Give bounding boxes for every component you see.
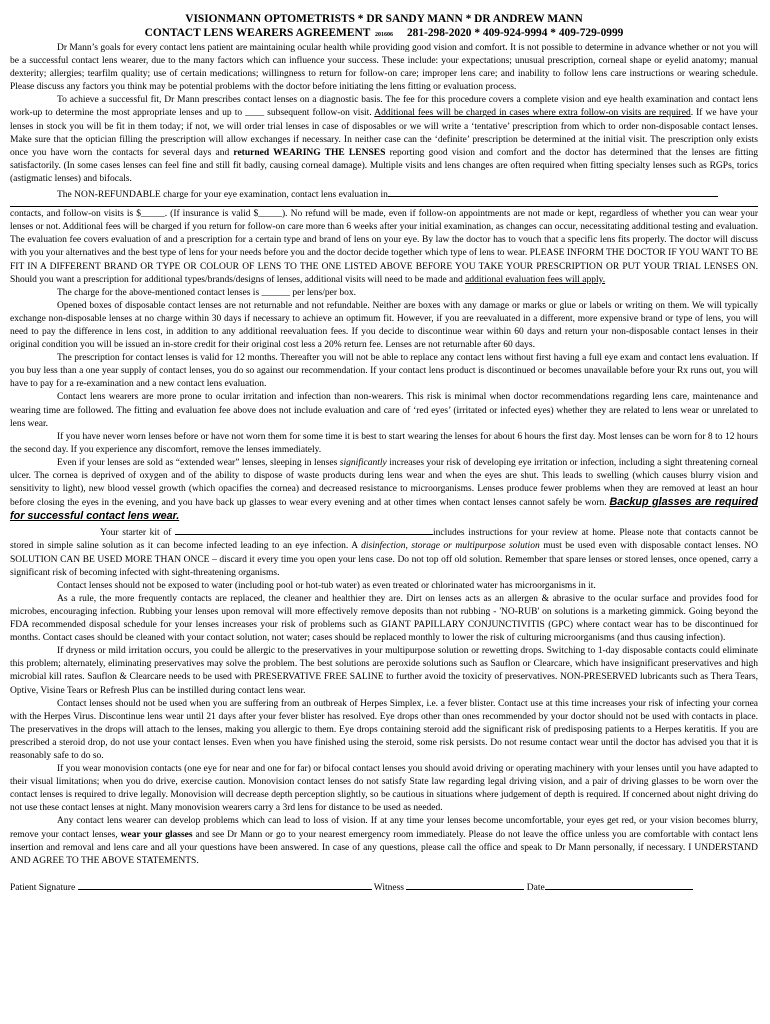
practice-title: VISIONMANN OPTOMETRISTS * DR SANDY MANN * DR ANDREW MANN: [185, 13, 583, 25]
para-starter-kit: Your starter kit of includes instructions for your review at home. Please note that contacts cannot be stored in simple saline solution as it can become infected leading to an eye infection. A disinfection, storage or multipurpose solution must be used even with disposable contact lenses. NO SOLUTION CAN BE USED MORE THAN ONCE – discard it every time you open your lens case. Do not top off old solution. Remember that spare lenses or stored lenses, once opened, carry a significant risk of becoming infected with sight-threatening organisms.: [10, 524, 758, 579]
witness-field[interactable]: [406, 879, 524, 890]
agreement-title: CONTACT LENS WEARERS AGREEMENT: [144, 27, 371, 39]
para-lens-charge: The charge for the above-mentioned contact lenses is ______ per lens/per box.: [57, 287, 356, 298]
para-monovision: If you wear monovision contacts (one eye for near and one for far) or bifocal contact lenses you should avoid driving or operating machinery with your lenses until you have adapted to their visual limitations; when you do drive, exercise caution. Monovision contact lenses do not satisfy State law regarding legal driving vision, and a pair of driving glasses to be worn over the contact lenses is required to drive legally. Monovision will decrease depth perception slightly, so be cautious in situations where judgement of depth is required. If concerned about night driving do not use these contact lenses at night. Many monovision wearers carry a 3rd lens for distance to be used as needed.: [10, 764, 758, 814]
para-water-exposure: Contact lenses should not be exposed to water (including pool or hot-tub water) as even treated or chlorinated water has microorganisms in it.: [57, 580, 596, 591]
para-infection-risk: Contact lens wearers are more prone to ocular irritation and infection than non-wearers. This risk is minimal when doctor recommendations regarding lens care, maintenance and wearing time are followed. The fitting and evaluation fee above does not include evaluation and care of ‘red eyes’ (irritated or infected eyes) whether they are related to lens wear or unrelated to lens wear.: [10, 392, 758, 429]
signature-row: [10, 879, 758, 895]
patient-signature-label: Patient Signature: [10, 882, 76, 893]
para-dryness: If dryness or mild irritation occurs, you could be allergic to the preservatives in your multipurpose solution or rewetting drops. Switching to 1-day disposable contacts could eliminate this problem; alternately, eliminating preservatives may solve the problem. The best solutions are peroxide solutions such as Sauflon or Clearcare, which have insignificant preservatives and high microbial kill rates. Sauflon & Clearcare needs to be used with PRESERVATIVE FREE SALINE to further avoid the toxicity of preservatives. NON-PRESERVED lubricants such as Thera Tears, Optive, Visine Tears or Refresh Plus can be instilled during contact lens wear.: [10, 646, 758, 696]
para-returns: Opened boxes of disposable contact lenses are not returnable and not refundable. Neither are boxes with any damage or marks or glue or labels or writing on them. We will typically exchange non-disposable lenses at no charge within 30 days if necessary to achieve an optimum fit. However, if you are reevaluated in a different, more expensive brand or type of lens, you will need to pay the difference in lens cost, in addition to any additional reevaluation fees. If you decide to discontinue wear within 60 days and return your non-disposable contact lenses in their original condition you will be issued an in-store credit for their original cost less a 20% return fee. Lenses are not returnable after 60 days.: [10, 300, 758, 351]
para-wearing-schedule: If you have never worn lenses before or have not worn them for some time it is best to start wearing the lenses for about 6 hours the first day. Most lenses can be worn for 8 to 12 hours the second day. If you experience any discomfort, remove the lenses immediately.: [10, 431, 758, 455]
para-extended-wear: Even if your lenses are sold as “extended wear” lenses, sleeping in lenses significantly increases your risk of developing eye irritation or infection, including a sight threatening corneal ulcer. The cornea is deprived of oxygen and of the ability to dispose of waste products during lens wear and when the eyes are shut. This leads to swelling (which causes blurry vision and sensitivity to light), new blood vessel growth (which opacifies the cornea) and decreased resistance to microorganisms. Lenses produce fewer problems when they are removed at least an hour before closing the eyes in the evening, and you have back up glasses to wear every evening and at other times when contact lenses cannot safely be worn. Backup glasses are required for successful contact lens wear.: [10, 457, 758, 523]
form-code: 201606: [374, 32, 393, 38]
para-replacement: As a rule, the more frequently contacts are replaced, the cleaner and healthier they are. Dirt on lenses acts as an allergen & abrasive to the ocular surface and provides food for microbes, encouraging infection. Rubbing your lenses upon removal will more effectively remove deposits than not rubbing - 'NO-RUB' on solutions is a marketing gimmick. Going beyond the FDA recommended disposal schedule for your lenses increases your risk of problems such as GIANT PAPILLARY CONJUNCTIVITIS (GPC) where contact wear has to be discontinued for months. Contact cases should be cleaned with your contact solution, not water; cases should be replaced monthly to lower the risk of culturing microorganisms (and thus causing infection).: [10, 593, 758, 644]
para-non-refundable-charge: The NON-REFUNDABLE charge for your eye examination, contact lens evaluation in contacts, and follow-on visits is $_____. (If insurance is valid $_____). No refund will be made, even if follow-on appointments are not made or kept, regardless of whether you can wear your lenses or not. Additional fees will be charged if you return for follow-on care more than 6 weeks after your initial examination, as changes can occur, necessitating additional testing and evaluation. The evaluation fee covers evaluation of and a prescription for a certain type and brand of lens on your eye. By law the doctor has to vouch that a specific lens fits properly. The doctor will discuss with you your alternatives and the best type of lens for your needs before you and the doctor decide together which type of lens to wear. PLEASE INFORM THE DOCTOR IF YOU WANT TO BE FIT IN A DIFFERENT BRAND OR TYPE OR COLOUR OF LENS TO THE ONE LISTED ABOVE BEFORE YOU TAKE YOUR PRESCRIPTION OR PUT YOUR TRIAL LENSES ON. Should you want a prescription for additional types/brands/designs of lenses, additional visits will need to be made and additional evaluation fees will apply.: [10, 186, 758, 287]
witness-label: Witness: [373, 882, 404, 893]
phone-numbers: 281-298-2020 * 409-924-9994 * 409-729-0999: [406, 27, 624, 39]
para-diagnostic-fit: To achieve a successful fit, Dr Mann prescribes contact lenses on a diagnostic basis. The fee for this procedure covers a complete vision and eye health examination and contact lens work-up to determine the most appropriate lenses and up to ____ subsequent follow-on visit. Additional fees will be charged in cases where extra follow-on visits are required. If we have your lenses in stock you will be fit in them today; if not, we will order trial lenses in case of disposables or we will write a ‘tentative’ prescription from which to order non-disposable contact lenses. Make sure that the optician filling the prescription will allow exchanges if necessary. In neither case can the ‘definite’ prescription be determined at the initial visit. The prescription only exists once you have worn the contacts for several days and returned WEARING THE LENSES reporting good vision and comfort and the doctor has determined that the lenses are fitting satisfactorily. (In some cases lenses can feel fine and still fit badly, causing corneal damage). Multiple visits and lens changes are often required when fitting specialty lenses such as RGPs, torics (astigmatic lenses) and bifocals.: [10, 95, 758, 184]
para-vision-loss: Any contact lens wearer can develop problems which can lead to loss of vision. If at any time your lenses become uncomfortable, your eyes get red, or your vision becomes blurry, remove your contact lenses, wear your glasses and see Dr Mann or go to your nearest emergency room immediately. Please do not leave the office unless you are comfortable with contact lens insertion and removal and lens care and all your questions have been answered. In case of any questions, please call the office and speak to Dr Mann personally, if necessary. I UNDERSTAND AND AGREE TO THE ABOVE STATEMENTS.: [10, 816, 758, 866]
para-herpes: Contact lenses should not be used when you are suffering from an outbreak of Herpes Simplex, i.e. a fever blister. Contact use at this time increases your risk of infecting your cornea with the Herpes Virus. Discontinue lens wear until 21 days after your fever blister has resolved. Eye drops other than ones recommended by your doctor should not be used with contacts in place. The preservatives in the drops will attach to the lenses, making you allergic to them. Eye drops containing steroid add the significant risk of predisposing patients to a Herpes keratitis. If you are prescribed a steroid drop, do not use your contact lenses. Even when you have finished using the steroid, some risk persists. Do not resume contact wear until the doctor has advised you that it is reasonably safe to do so.: [10, 698, 758, 761]
starter-kit-blank[interactable]: [175, 524, 433, 535]
date-field[interactable]: [545, 879, 693, 890]
lens-type-blank[interactable]: [388, 186, 718, 197]
agreement-title-line: [10, 26, 758, 42]
para-goals: Dr Mann’s goals for every contact lens patient are maintaining ocular health while providing good vision and comfort. It is not possible to determine in advance whether or not you will be a successful contact lens wearer, due to the many factors which can influence your success. These include: your expectations; unusual prescription, corneal shape or eyelid anatomy; manual dexterity; allergies; tearfilm quality; use of certain medications; willingness to return for follow-on care; improper lens care; and inability to follow lens care instructions or wearing schedule. Please discuss any factors you think may be potential problems with the doctor before initiating the lens fitting or evaluation process.: [10, 43, 758, 93]
lens-type-blank-line[interactable]: [10, 206, 758, 207]
patient-signature-field[interactable]: [78, 879, 372, 890]
date-label: Date: [526, 882, 545, 893]
para-prescription-validity: The prescription for contact lenses is valid for 12 months. Thereafter you will not be able to replace any contact lens without first having a full eye exam and contact lens evaluation. If you buy less than a one year supply of contact lenses, you do so against our recommendation. If your contact lens product is discontinued or becomes unavailable before your Rx runs out, you will have to pay for a re-examination and a new contact lens evaluation.: [10, 353, 758, 390]
backup-glasses-warning: Backup glasses are required for successful contact lens wear.: [10, 496, 758, 523]
